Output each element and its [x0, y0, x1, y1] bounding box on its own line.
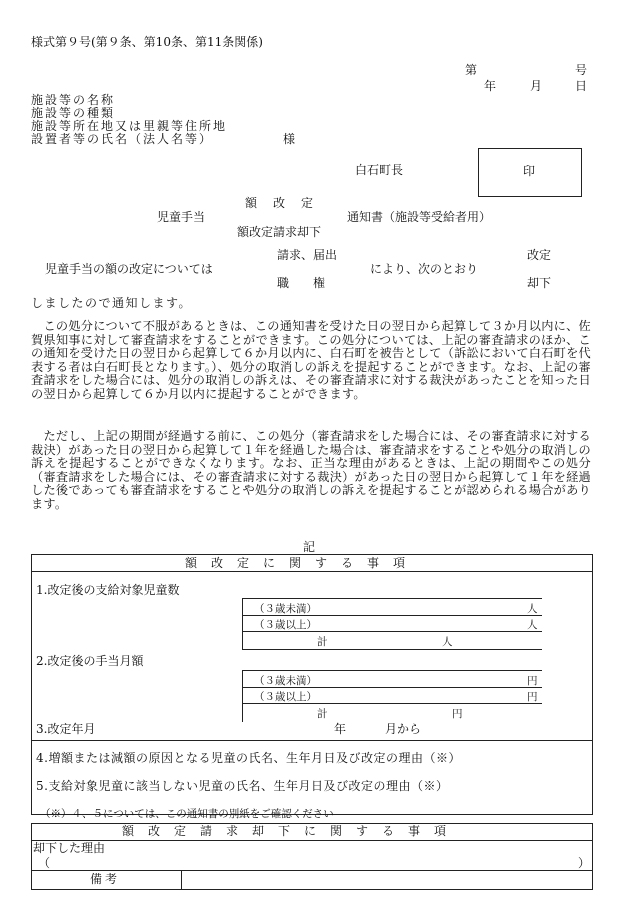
statement-result-rejected: 却下	[527, 276, 552, 290]
section1-heading-divider	[31, 571, 593, 572]
statement-lead: 児童手当の額の改定については	[45, 262, 213, 276]
rejection-reason-paren-open: （	[38, 856, 51, 870]
issuer-mayor: 白石町長	[355, 163, 404, 177]
item1-total-unit: 人	[442, 636, 453, 648]
founder-name-label: 設置者等の氏名（法人名等）	[31, 132, 214, 146]
title-change-amount: 額 改 定	[245, 196, 316, 210]
remarks-column-rule	[181, 870, 182, 889]
title-request-rejected: 額改定請求却下	[237, 225, 322, 239]
item1-row-total	[242, 632, 542, 650]
section2-heading-divider	[31, 840, 593, 841]
title-child-allowance: 児童手当	[157, 210, 206, 224]
item2-row-under3-label: （３歳未満）	[254, 675, 317, 687]
appeal-paragraph-1: この処分について不服があるときは、この通知書を受けた日の翌日から起算して３か月以内に、佐賀県知事に対して審査請求をすることができます。この処分については、上記の審査請求のほか、この通知を受けた日の翌日から起算して６か月以内に、白石町を被告として（訴訟において白石町を代表する者は白石町長となります。）、処分の取消しの訴えを提起することができます。なお、上記の審査請求をした場合には、処分の取消しの訴えは、その審査請求に対する裁決があったことを知った日の翌日から起算して６か月以内に提起することができます。	[31, 319, 591, 401]
item1-row-under3-label: （３歳未満）	[254, 603, 317, 615]
title-notice-type: 通知書（施設等受給者用）	[347, 210, 492, 224]
statement-result-revised: 改定	[527, 248, 552, 262]
date-day: 日	[575, 79, 588, 93]
facility-type-label: 施設等の種類	[31, 106, 116, 120]
item5-label: 5.支給対象児童に該当しない児童の氏名、生年月日及び改定の理由（※）	[36, 779, 449, 793]
item1-label: 1.改定後の支給対象児童数	[36, 583, 180, 597]
rejection-reason-paren-close: ）	[578, 856, 591, 870]
item2-row-under3-unit: 円	[527, 675, 538, 687]
item2-row-under3	[242, 670, 542, 688]
statement-reason-ex-officio: 職 権	[277, 276, 326, 290]
item2-row-over3-label: （３歳以上）	[254, 691, 317, 703]
item2-row-over3-unit: 円	[527, 691, 538, 703]
statement-reason-request: 請求、届出	[277, 248, 338, 262]
statement-tail: しましたので通知します。	[31, 296, 193, 310]
remarks-label: 備考	[90, 872, 121, 886]
section1-heading: 額 改 定 に 関 す る 事 項	[185, 556, 407, 570]
item3-label: 3.改定年月	[36, 722, 96, 736]
item1-row-over3-unit: 人	[527, 619, 538, 631]
item3-month: 月から	[385, 722, 422, 736]
item1-row-over3-label: （３歳以上）	[254, 619, 317, 631]
item3-divider	[31, 740, 593, 741]
item2-total-unit: 円	[452, 708, 463, 720]
remarks-divider	[31, 870, 593, 871]
facility-name-label: 施設等の名称	[31, 93, 116, 107]
section2-heading: 額 改 定 請 求 却 下 に 関 す る 事 項	[122, 824, 448, 838]
item2-row-total	[242, 704, 542, 721]
item1-left-rule	[242, 598, 243, 650]
document-number-suffix: 号	[575, 63, 588, 77]
date-year: 年	[484, 79, 497, 93]
facility-address-label: 施設等所在地又は里親等住所地	[31, 119, 228, 133]
item1-row-under3	[242, 598, 542, 616]
statement-middle: により、次のとおり	[370, 262, 479, 276]
seal-mark: 印	[523, 164, 536, 178]
item4-label: 4.増額または減額の原因となる児童の氏名、生年月日及び改定の理由（※）	[36, 751, 461, 765]
seal-box	[478, 148, 582, 197]
document-number-label: 第	[465, 63, 478, 77]
ki-heading: 記	[303, 540, 316, 554]
item1-total-label: 計	[317, 636, 328, 648]
date-month: 月	[530, 79, 543, 93]
item3-year: 年	[334, 722, 347, 736]
item2-label: 2.改定後の手当月額	[36, 654, 144, 668]
item2-left-rule	[242, 670, 243, 722]
rejection-reason-label: 却下した理由	[33, 841, 106, 855]
item2-total-label: 計	[317, 708, 328, 720]
item2-row-over3	[242, 687, 542, 704]
honorific-sama: 様	[283, 132, 296, 146]
item1-row-over3	[242, 615, 542, 632]
item1-row-under3-unit: 人	[527, 603, 538, 615]
form-number-header: 様式第９号(第９条、第10条、第11条関係)	[31, 35, 263, 49]
note-see-attachment: （※）４、５については、この通知書の別紙をご確認ください	[40, 808, 334, 820]
appeal-paragraph-2: ただし、上記の期間が経過する前に、この処分（審査請求をした場合には、その審査請求に対する裁決）があった日の翌日から起算して１年を経過した場合は、審査請求をすることや処分の取消しの訴えを提起することができなくなります。なお、正当な理由があるときは、上記の期間やこの処分（審査請求をした場合には、その審査請求に対する裁決）があった日の翌日から起算して１年を経過した後であっても審査請求をすることや処分の取消しの訴えを提起することが認められる場合があります。	[31, 429, 591, 511]
